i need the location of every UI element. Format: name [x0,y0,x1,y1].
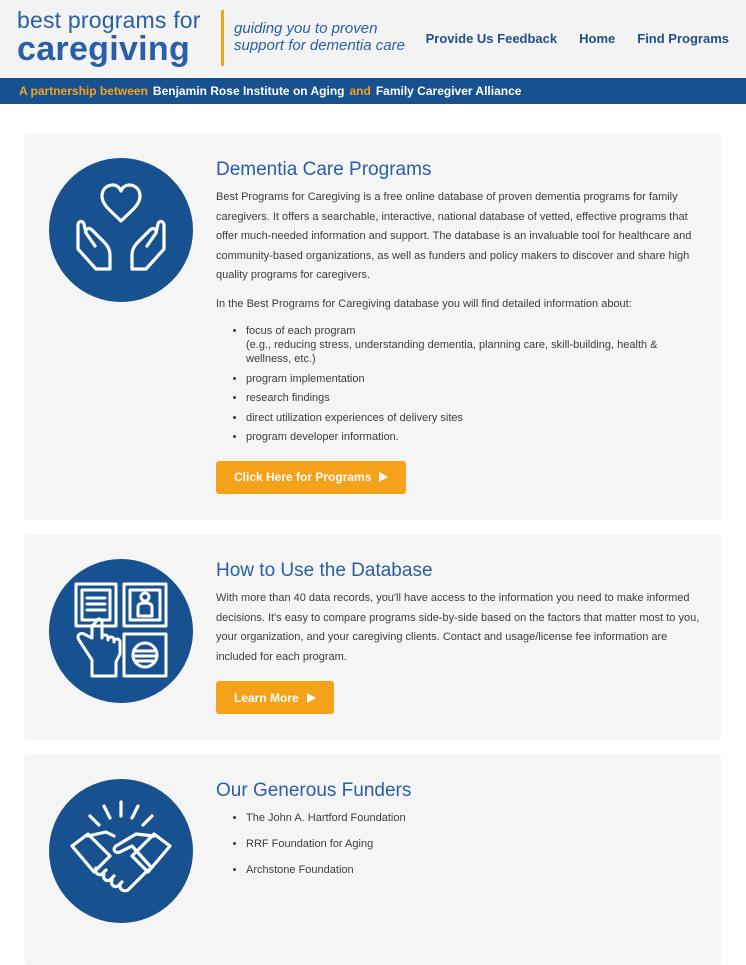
programs-button-label: Click Here for Programs [234,470,372,484]
list-item-detail: (e.g., reducing stress, understanding dementia, planning care, skill-building, health & wellness, etc.) [246,339,658,365]
site-tagline [234,20,405,54]
section-how-to-use [24,535,721,740]
partner-prefix: A partnership between [19,84,148,98]
partnership-bar [0,78,746,104]
learn-more-button-label: Learn More [234,690,299,705]
tagline-line1: guiding you to proven [234,20,378,37]
section-content [216,779,701,883]
list-item: • program implementation [246,372,701,386]
section-title: How to Use the Database [216,560,433,581]
list-item: • Archstone Foundation [246,863,701,877]
logo-line1: best programs for [17,7,201,33]
section-dementia-programs [24,134,721,520]
section-title: Dementia Care Programs [216,159,432,180]
section-content [216,559,701,714]
play-arrow-icon [379,472,388,482]
list-item-label: focus of each program [246,325,356,337]
list-item [246,324,701,366]
partner-org1: Benjamin Rose Institute on Aging [152,84,345,98]
main-nav [426,31,729,46]
section-intro: With more than 40 data records, you'll have access to the information you need to make informed decisions. It's easy to compare programs side-by-side based on the factors that matter most to you, your organization, and your caregiving clients. Contact and usage/license fee information are included for each program. [216,592,700,663]
list-item: • program developer information. [246,430,701,444]
site-logo[interactable] [17,8,201,66]
section-title: Our Generous Funders [216,780,412,801]
partner-org2: Family Caregiver Alliance [375,84,522,98]
logo-divider [221,10,224,66]
list-item: • direct utilization experiences of delivery sites [246,411,701,425]
hands-heart-icon [49,158,193,302]
feature-list [216,324,701,444]
tagline-line2: support for dementia care [234,37,405,54]
nav-home-link[interactable]: Home [579,31,616,46]
logo-line2: caregiving [17,30,191,68]
section-content [216,158,701,494]
list-item: • RRF Foundation for Aging [246,837,701,851]
partner-and: and [349,84,371,98]
handshake-icon [49,779,193,923]
nav-find-programs-link[interactable]: Find Programs [637,31,729,46]
section-lead: In the Best Programs for Caregiving database you will find detailed information about: [216,297,632,310]
funders-list [216,811,701,877]
database-touch-icon [49,559,193,703]
play-arrow-icon [307,693,316,703]
programs-button[interactable] [216,461,406,494]
list-item: • The John A. Hartford Foundation [246,811,701,825]
section-funders [24,755,721,965]
learn-more-button[interactable] [216,681,334,714]
list-item: • research findings [246,391,701,405]
site-header [0,0,746,78]
section-intro: Best Programs for Caregiving is a free online database of proven dementia programs for family caregivers. It offers a searchable, interactive, national database of vetted, effective programs that offer much-needed information and support. The database is an invaluable tool for healthcare and community-based organizations, as well as funders and policy makers to discover and share high quality programs for caregivers. [216,191,692,281]
nav-feedback-link[interactable]: Provide Us Feedback [425,31,558,46]
